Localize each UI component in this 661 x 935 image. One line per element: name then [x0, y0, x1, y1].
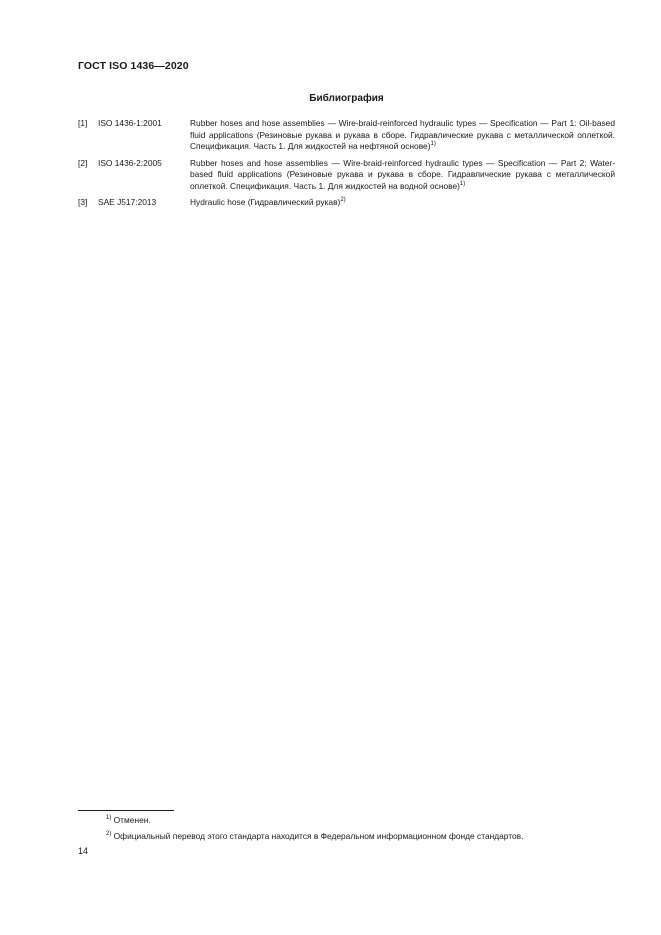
footnote-ref: 1) [430, 141, 436, 147]
entry-number: [2] [78, 157, 88, 168]
bibliography-entry [78, 197, 615, 209]
entry-code: ISO 1436-2:2005 [98, 157, 162, 168]
footnote [106, 830, 626, 843]
entry-text: Rubber hoses and hose assemblies — Wire-braid-reinforced hydraulic types — Specification — Part 1: Oil-based fluid applications (Резиновые рукава и рукава в сборе. Гидравлические рукава с металлической оплеткой. Спецификация. Часть 1. Для жидкостей на нефтяной основе) [190, 118, 615, 151]
entry-number: [3] [78, 197, 88, 207]
footnote-mark: 1) [106, 815, 112, 821]
footnote [106, 814, 626, 827]
entry-description [190, 197, 615, 209]
document-header: ГОСТ ISO 1436—2020 [78, 60, 189, 72]
footnotes [106, 814, 626, 846]
entry-description [190, 158, 615, 193]
footnote-text: Отменен. [113, 815, 151, 825]
bibliography-entry [78, 118, 615, 153]
bibliography-entry [78, 158, 615, 193]
footnote-ref: 2) [340, 197, 346, 203]
entry-text: Rubber hoses and hose assemblies — Wire-braid-reinforced hydraulic types — Specification — Part 2: Water-based fluid applications (Резиновые рукава и рукава в сборе. Гидравлические рукава с металлической оплеткой. Спецификация. Часть 1. Для жидкостей на водной основе) [190, 157, 615, 191]
entry-number: [1] [78, 118, 88, 128]
entry-code: ISO 1436-1:2001 [98, 118, 162, 128]
bibliography-list [78, 118, 615, 214]
footnote-text: Официальный перевод этого стандарта находится в Федеральном информационном фонде стандартов. [113, 831, 524, 841]
entry-description [190, 118, 615, 153]
footnote-ref: 1) [459, 180, 466, 187]
entry-code: SAE J517:2013 [98, 197, 157, 207]
footnote-divider [78, 810, 174, 811]
footnote-mark: 2) [106, 831, 112, 837]
entry-text: Hydraulic hose (Гидравлический рукав) [190, 197, 341, 207]
section-title: Библиография [309, 93, 384, 104]
page-number: 14 [78, 846, 89, 856]
